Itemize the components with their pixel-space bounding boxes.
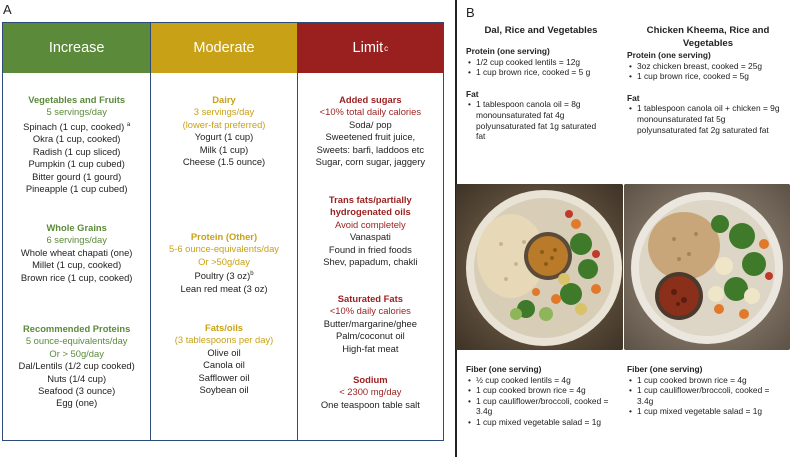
group-sub: 5 servings/day xyxy=(46,106,107,118)
group-sub: 5-6 ounce-equivalents/day xyxy=(169,243,279,255)
group-sub: Or >50g/day xyxy=(198,255,250,267)
list-item: • 1 cup brown rice, cooked = 5g xyxy=(627,71,789,82)
fiber-heading: Fiber (one serving) xyxy=(627,364,703,374)
group-sub: 3 servings/day xyxy=(193,106,255,118)
meal-title: Chicken Kheema, Rice and Vegetables xyxy=(646,25,770,49)
limit-header xyxy=(298,23,443,73)
group-sub: Avoid completely xyxy=(334,218,406,230)
food-item: Olive oil xyxy=(207,346,241,358)
group-title: Protein (Other) xyxy=(190,231,258,242)
group-title: Added sugars xyxy=(339,94,402,105)
food-item: Bitter gourd (1 gourd) xyxy=(32,170,122,182)
group-title: Trans fats/partially hydrogenated oils xyxy=(328,194,412,218)
food-item: Nuts (1/4 cup) xyxy=(47,372,107,384)
food-item: Butter/margarine/ghee xyxy=(323,317,417,329)
group-title: Dairy xyxy=(212,94,236,105)
group-saturated-fats xyxy=(298,293,443,355)
group-title: Saturated Fats xyxy=(337,293,403,304)
list-item: • 1 cup cauliflower/broccoli, cooked = 3.4g xyxy=(466,396,616,417)
food-item: Found in fried foods xyxy=(328,243,412,255)
food-item: Spinach (1 cup, cooked) $^a$ xyxy=(23,120,131,132)
food-item: Radish (1 cup sliced) xyxy=(32,145,121,157)
food-item: Lean red meat (3 oz) xyxy=(180,282,268,294)
list-item: • 1 cup cauliflower/broccoli, cooked = 3.4g xyxy=(627,385,787,406)
chicken-kheema-photo xyxy=(624,184,790,350)
fat-heading: Fat xyxy=(466,88,479,99)
moderate-header-label: Moderate xyxy=(193,40,255,56)
list-item: • 1 cup mixed vegetable salad = 1g xyxy=(627,406,789,417)
food-item: Shev, papadum, chakli xyxy=(323,256,418,268)
group-dairy xyxy=(151,94,296,168)
food-item: Sweets: barfi, laddoos etc xyxy=(316,143,425,155)
group-sub: < 2300 mg/day xyxy=(339,386,402,398)
moderate-column xyxy=(150,23,296,440)
group-sub: (lower-fat preferred) xyxy=(182,118,266,130)
kheema-fiber-section xyxy=(627,364,789,417)
fat-list xyxy=(466,99,616,141)
food-item: Yogurt (1 cup) xyxy=(194,131,254,143)
dal-fiber-section xyxy=(466,364,626,428)
food-item: Soybean oil xyxy=(199,384,249,396)
fiber-list xyxy=(466,375,626,428)
food-item: Millet (1 cup, cooked) xyxy=(32,259,122,271)
food-item: Dal/Lentils (1/2 cup cooked) xyxy=(18,360,135,372)
group-title: Whole Grains xyxy=(46,222,107,233)
list-item: • 1 cup cooked brown rice = 4g xyxy=(466,385,626,396)
group-sodium xyxy=(298,374,443,411)
increase-header-label: Increase xyxy=(48,40,105,56)
group-fats-oils xyxy=(151,322,296,396)
fiber-heading: Fiber (one serving) xyxy=(466,364,542,374)
limit-column xyxy=(297,23,443,440)
meal-chicken-kheema xyxy=(627,24,789,135)
protein-heading: Protein (one serving) xyxy=(466,46,550,56)
list-item: • 3oz chicken breast, cooked = 25g xyxy=(627,61,789,72)
meal-dal-rice-vegetables xyxy=(466,24,616,142)
group-sub: 5 ounce-equivalents/day xyxy=(25,335,128,347)
limit-header-footnote: c xyxy=(384,43,389,53)
food-item: Whole wheat chapati (one) xyxy=(20,246,133,258)
protein-heading: Protein (one serving) xyxy=(627,50,711,60)
food-item: Brown rice (1 cup, cooked) xyxy=(20,271,133,283)
food-item: One teaspoon table salt xyxy=(320,398,420,410)
food-item: Okra (1 cup, cooked) xyxy=(32,133,121,145)
group-vegetables-fruits xyxy=(3,94,150,195)
list-item: • 1 tablespoon canola oil + chicken = 9g monounsaturated fat 5g polyunsaturated fat 2g saturated fat xyxy=(627,103,787,135)
protein-list xyxy=(627,61,789,82)
panel-b-label: B xyxy=(466,5,475,20)
group-sub: <10% daily calories xyxy=(329,305,411,317)
list-item: • 1 cup brown rice, cooked = 5 g xyxy=(466,67,616,78)
fiber-list xyxy=(627,375,789,417)
fat-heading: Fat xyxy=(627,92,640,103)
food-item: Palm/coconut oil xyxy=(335,330,405,342)
food-item: Egg (one) xyxy=(56,397,98,409)
food-item: Safflower oil xyxy=(198,371,250,383)
food-item: Pumpkin (1 cup cubed) xyxy=(28,158,125,170)
group-recommended-proteins xyxy=(3,323,150,410)
list-item: • ½ cup cooked lentils = 4g xyxy=(466,375,626,386)
diet-guidance-table xyxy=(2,22,444,441)
increase-header xyxy=(3,23,150,73)
list-item: • 1 tablespoon canola oil = 8g monounsaturated fat 4g polyunsaturated fat 1g saturated fat xyxy=(466,99,606,141)
food-item: Poultry (3 oz)$^b$ xyxy=(194,270,254,282)
group-title: Fats/oils xyxy=(204,322,244,333)
food-item: High-fat meat xyxy=(342,342,399,354)
list-item: • 1/2 cup cooked lentils = 12g xyxy=(466,57,616,68)
group-trans-fats xyxy=(298,194,443,268)
food-item: Seafood (3 ounce) xyxy=(38,385,116,397)
fat-list xyxy=(627,103,789,135)
food-item: Canola oil xyxy=(203,359,245,371)
list-item: • 1 cup cooked brown rice = 4g xyxy=(627,375,789,386)
food-item: Sugar, corn sugar, jaggery xyxy=(315,156,426,168)
food-item: Sweetened fruit juice, xyxy=(325,131,416,143)
food-item: Pineapple (1 cup cubed) xyxy=(25,182,128,194)
group-whole-grains xyxy=(3,222,150,284)
group-title: Sodium xyxy=(353,374,388,385)
food-item: Vanaspati xyxy=(349,231,391,243)
group-sub: Or > 50g/day xyxy=(49,347,104,359)
group-sub: 6 servings/day xyxy=(46,234,107,246)
group-sub: <10% total daily calories xyxy=(319,106,422,118)
limit-header-label: Limit xyxy=(352,40,384,56)
food-item: Cheese (1.5 ounce) xyxy=(182,156,266,168)
dal-rice-vegetables-photo xyxy=(456,184,623,350)
panel-a-label: A xyxy=(3,2,12,17)
food-item: Milk (1 cup) xyxy=(199,143,249,155)
group-protein-other xyxy=(151,231,296,295)
group-added-sugars xyxy=(298,94,443,168)
protein-list xyxy=(466,57,616,78)
meal-title: Dal, Rice and Vegetables xyxy=(484,25,598,36)
moderate-header xyxy=(151,23,296,73)
group-sub: (3 tablespoons per day) xyxy=(174,334,274,346)
food-item: Soda/ pop xyxy=(348,118,392,130)
group-title: Vegetables and Fruits xyxy=(28,94,126,105)
group-title: Recommended Proteins xyxy=(23,323,131,334)
increase-column xyxy=(3,23,150,440)
list-item: • 1 cup mixed vegetable salad = 1g xyxy=(466,417,626,428)
